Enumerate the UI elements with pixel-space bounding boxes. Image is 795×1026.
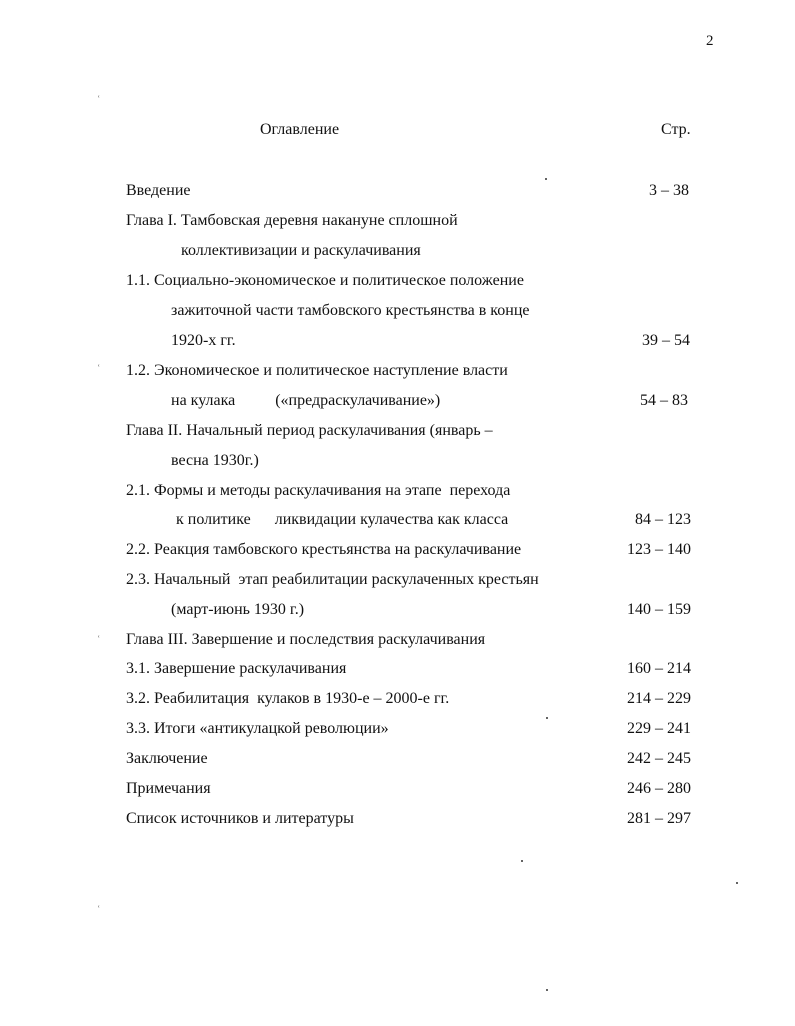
toc-entry-2-3-cont: (март-июнь 1930 г.) <box>171 601 305 618</box>
toc-entry-chapter-2-cont: весна 1930г.) <box>171 452 259 469</box>
toc-pages-2-1: 84 – 123 <box>635 511 691 528</box>
toc-entry-1-1-cont2: 1920-х гг. <box>171 332 236 349</box>
toc-entry-chapter-1: Глава I. Тамбовская деревня накануне сплошной <box>126 212 458 229</box>
toc-pages-1-1: 39 – 54 <box>642 332 690 349</box>
toc-entry-2-2: 2.2. Реакция тамбовского крестьянства на раскулачивание <box>126 541 522 558</box>
toc-entry-chapter-1-cont: коллективизации и раскулачивания <box>181 242 421 259</box>
scan-mark: ʿ <box>97 905 101 916</box>
toc-pages-bibliography: 281 – 297 <box>627 810 691 827</box>
scan-speck <box>521 860 523 862</box>
toc-entry-3-1: 3.1. Завершение раскулачивания <box>126 660 347 677</box>
toc-entry-chapter-2: Глава II. Начальный период раскулачивания (январь – <box>126 422 493 439</box>
scan-speck <box>545 178 547 180</box>
toc-entry-chapter-3: Глава III. Завершение и последствия раскулачивания <box>126 631 486 648</box>
scan-speck <box>546 989 548 991</box>
toc-pages-2-2: 123 – 140 <box>627 541 691 558</box>
page-number: 2 <box>706 33 714 49</box>
toc-pages-introduction: 3 – 38 <box>649 182 689 199</box>
toc-entry-2-1-cont: к политике ликвидации кулачества как класса <box>176 511 509 528</box>
toc-entry-1-2-cont: на кулака («предраскулачивание») <box>171 392 441 409</box>
scan-mark: ʿ <box>97 364 101 375</box>
scan-speck <box>546 717 548 719</box>
toc-entry-2-1: 2.1. Формы и методы раскулачивания на этапе перехода <box>126 482 511 499</box>
toc-entry-1-1: 1.1. Социально-экономическое и политическое положение <box>126 272 524 289</box>
toc-entry-introduction: Введение <box>126 182 191 199</box>
toc-pages-3-1: 160 – 214 <box>627 660 691 677</box>
toc-entry-conclusion: Заключение <box>126 750 208 767</box>
toc-entry-2-3: 2.3. Начальный этап реабилитации раскулаченных крестьян <box>126 571 539 588</box>
toc-entry-3-3: 3.3. Итоги «антикулацкой революции» <box>126 720 389 737</box>
toc-entry-3-2: 3.2. Реабилитация кулаков в 1930-е – 2000-е гг. <box>126 690 450 707</box>
toc-pages-1-2: 54 – 83 <box>640 392 688 409</box>
toc-pages-notes: 246 – 280 <box>627 780 691 797</box>
scan-mark: ʿ <box>97 635 101 646</box>
toc-pages-conclusion: 242 – 245 <box>627 750 691 767</box>
toc-entry-bibliography: Список источников и литературы <box>126 810 354 827</box>
toc-pages-heading: Стр. <box>661 121 691 138</box>
toc-pages-3-2: 214 – 229 <box>627 690 691 707</box>
toc-pages-2-3: 140 – 159 <box>627 601 691 618</box>
toc-entry-1-1-cont: зажиточной части тамбовского крестьянства в конце <box>171 302 530 319</box>
toc-pages-3-3: 229 – 241 <box>627 720 691 737</box>
toc-title: Оглавление <box>260 121 340 138</box>
scan-mark: ʿ <box>97 95 101 106</box>
toc-entry-1-2: 1.2. Экономическое и политическое наступление власти <box>126 362 508 379</box>
scan-speck <box>736 882 738 884</box>
toc-entry-notes: Примечания <box>126 780 211 797</box>
